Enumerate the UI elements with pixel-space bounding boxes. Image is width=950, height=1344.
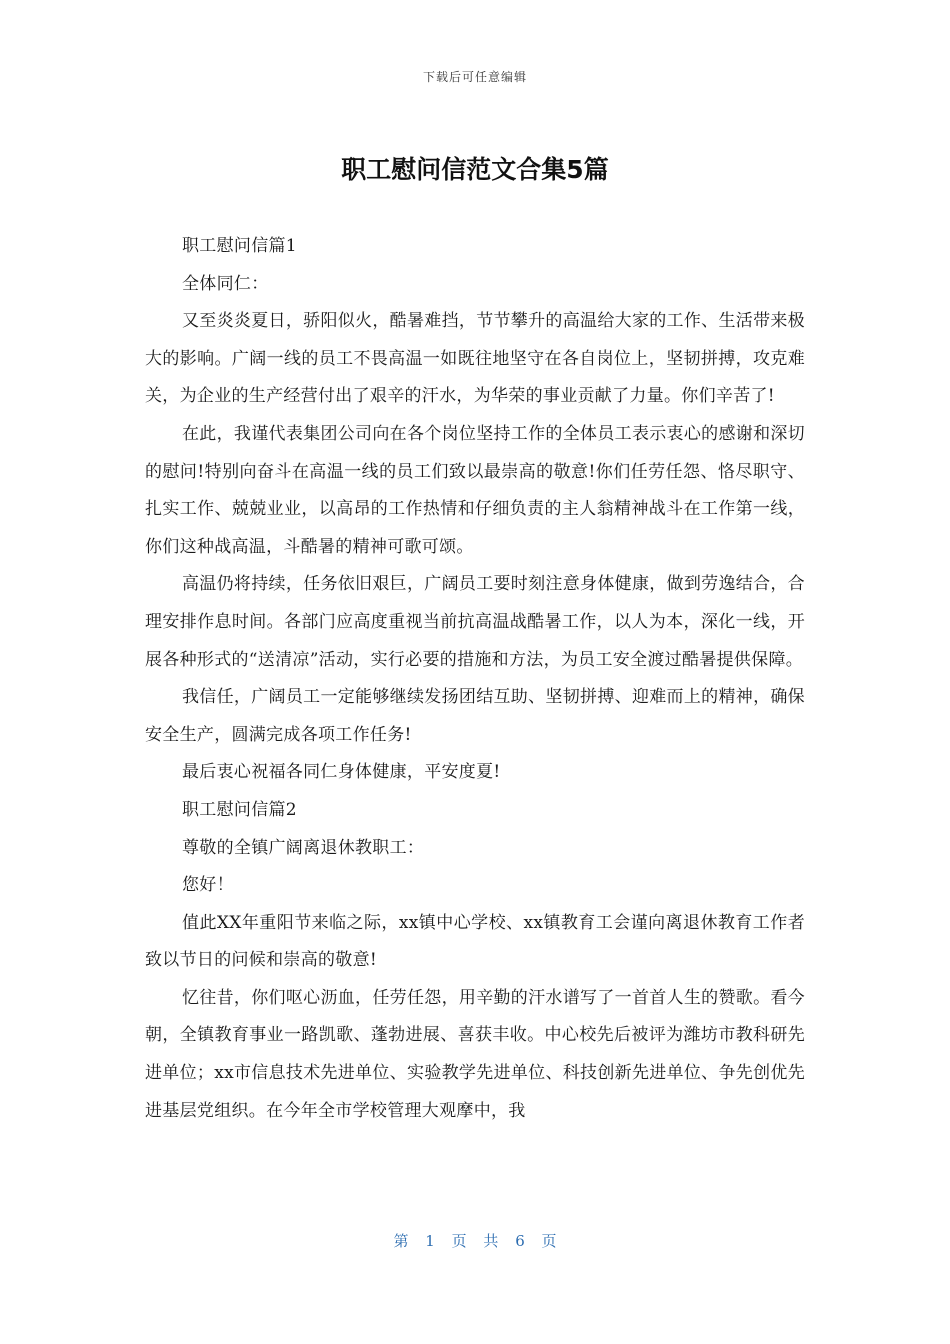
page-footer bbox=[0, 1230, 950, 1251]
body-paragraph: 忆往昔，你们呕心沥血，任劳任怨，用辛勤的汗水谱写了一首首人生的赞歌。看今朝，全镇教育事业一路凯歌、蓬勃进展、喜获丰收。中心校先后被评为潍坊市教科研先进单位；xx市信息技术先进单位、实验教学先进单位、科技创新先进单位、争先创优先进基层党组织。在今年全市学校管理大观摩中，我 bbox=[145, 987, 805, 1121]
salutation: 尊敬的全镇广阔离退休教职工： bbox=[182, 837, 425, 858]
body-paragraph: 在此，我谨代表集团公司向在各个岗位坚持工作的全体员工表示衷心的感谢和深切的慰问!特别向奋斗在高温一线的员工们致以最崇高的敬意!你们任劳任怨、恪尽职守、扎实工作、兢兢业业，以高昂的工作热情和仔细负责的主人翁精神战斗在工作第一线，你们这种战高温，斗酷暑的精神可歌可颂。 bbox=[145, 423, 805, 557]
total-pages-number: 6 bbox=[515, 1232, 525, 1250]
page-unit: 页 bbox=[451, 1232, 467, 1250]
total-label: 共 bbox=[483, 1232, 499, 1250]
document-title: 职工慰问信范文合集5篇 bbox=[341, 155, 609, 184]
body-paragraph: 高温仍将持续，任务依旧艰巨，广阔员工要时刻注意身体健康，做到劳逸结合，合理安排作息时间。各部门应高度重视当前抗高温战酷暑工作，以人为本，深化一线，开展各种形式的“送清凉”活动，实行必要的措施和方法，为员工安全渡过酷暑提供保障。 bbox=[145, 574, 805, 670]
document-body bbox=[145, 228, 805, 1130]
body-paragraph: 又至炎炎夏日，骄阳似火，酷暑难挡，节节攀升的高温给大家的工作、生活带来极大的影响。广阔一线的员工不畏高温一如既往地坚守在各自岗位上，坚韧拼搏，攻克难关，为企业的生产经营付出了艰辛的汗水，为华荣的事业贡献了力量。你们辛苦了! bbox=[145, 311, 805, 407]
greeting: 您好！ bbox=[182, 875, 234, 896]
total-unit: 页 bbox=[541, 1232, 557, 1250]
salutation: 全体同仁： bbox=[182, 273, 269, 294]
closing-wish: 最后衷心祝福各同仁身体健康，平安度夏! bbox=[182, 762, 501, 783]
section-heading-2: 职工慰问信篇2 bbox=[182, 799, 297, 820]
section-heading-1: 职工慰问信篇1 bbox=[182, 236, 297, 256]
page-label: 第 bbox=[393, 1232, 409, 1250]
current-page-number: 1 bbox=[425, 1232, 435, 1250]
page-header: 下载后可任意编辑 bbox=[422, 70, 527, 84]
body-paragraph: 我信任，广阔员工一定能够继续发扬团结互助、坚韧拼搏、迎难而上的精神，确保安全生产，圆满完成各项工作任务! bbox=[145, 687, 805, 745]
body-paragraph: 值此XX年重阳节来临之际，xx镇中心学校、xx镇教育工会谨向离退休教育工作者致以节日的问候和崇高的敬意! bbox=[145, 912, 805, 971]
